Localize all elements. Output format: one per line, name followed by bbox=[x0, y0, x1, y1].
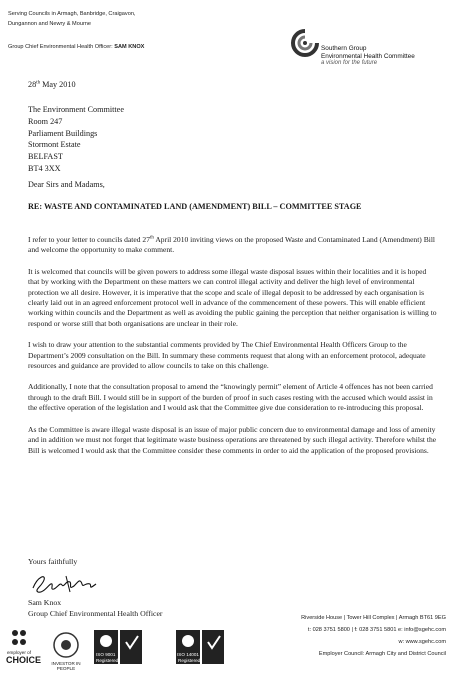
signer-name: Sam Knox bbox=[28, 598, 62, 607]
investor-in-people-badge bbox=[44, 630, 88, 671]
address-line: Stormont Estate bbox=[28, 140, 81, 150]
iso-9001-registered: Registered bbox=[96, 658, 119, 663]
footer-website: w: www.sgehc.com bbox=[398, 639, 446, 645]
signer-block bbox=[28, 597, 163, 619]
org-name-2: Environmental Health Committee bbox=[321, 52, 415, 60]
org-name-1: Southern Group bbox=[321, 45, 367, 52]
subject-line: RE: WASTE AND CONTAMINATED LAND (AMENDMENT) BILL – COMMITTEE STAGE bbox=[28, 202, 362, 211]
address-line: BT4 3XX bbox=[28, 163, 61, 173]
serving-line-2: Dungannon and Newry & Mourne bbox=[8, 20, 92, 27]
serving-line-1: Serving Councils in Armagh, Banbridge, Craigavon, bbox=[8, 11, 136, 17]
address-line: Parliament Buildings bbox=[28, 128, 98, 138]
p1-text-a: I refer to your letter to councils dated 27 bbox=[28, 235, 150, 244]
footer-employer: Employer Council: Armagh City and District Council bbox=[318, 651, 446, 657]
footer-phone-email: t: 028 3751 5800 | f: 028 3751 5801 e: info@sgehc.com bbox=[307, 627, 446, 633]
officer-prefix: Group Chief Environmental Health Officer: bbox=[8, 44, 113, 50]
date-rest: May 2010 bbox=[40, 80, 76, 89]
letterhead-left bbox=[8, 10, 144, 53]
eoc-dots-icon bbox=[9, 628, 29, 648]
paragraph-1 bbox=[28, 235, 438, 256]
address-line: The Environment Committee bbox=[28, 105, 124, 114]
paragraph-5: As the Committee is aware illegal waste disposal is an issue of major public concern due to environmental damage and loss of amenity and in addition we must not forget that legitimate waste business operations are threatened by such illegal activity. Therefore whilst the Bill is welcomed I would ask that the Committee consider these comments in order to aid the application of the proposed provisions. bbox=[28, 424, 437, 455]
iso-14001-badge bbox=[176, 630, 226, 666]
footer-address: Riverside House | Tower Hill Complex | Armagh BT61 9EG bbox=[301, 615, 446, 621]
employer-of-choice-badge bbox=[6, 628, 42, 665]
address-line: Room 247 bbox=[28, 116, 63, 126]
iip-text: INVESTOR IN PEOPLE bbox=[51, 661, 81, 671]
officer-name: SAM KNOX bbox=[114, 44, 145, 50]
accreditation-badges bbox=[6, 628, 286, 674]
letter-date bbox=[28, 80, 76, 89]
iso-9001-badge bbox=[94, 630, 144, 666]
iso-14001-registered: Registered bbox=[178, 658, 201, 663]
iso-9001-label: ISO 9001 bbox=[96, 652, 116, 657]
officer-line bbox=[8, 43, 144, 53]
paragraph-3: I wish to draw your attention to the substantial comments provided by The Chief Environmental Health Officers Group to the Department’s 2009 consultation on the Bill. In summary these comments request that along with an enforcement protocol, adequate resources and guidance are provided to allow councils to take on this challenge. bbox=[28, 340, 426, 371]
p1-text-b: April 2010 inviting views on the proposed Waste and Contaminated Land (Amendment) Bill and welcome the opportunity to make comment. bbox=[28, 235, 436, 255]
iso-14001-label: ISO 14001 bbox=[177, 652, 199, 657]
footer-contact bbox=[286, 612, 446, 660]
tagline: a vision for the future bbox=[321, 60, 378, 66]
paragraph-2: It is welcomed that councils will be given powers to address some illegal waste disposal issues within their localities and it is hoped that by working with the Department on these matters we can control illegal activity and deliver the high level of environmental protection we all desire. However, it is imperative that the scope and scale of illegal deposit to be addressed by each organisation is clearly laid out in an agreed enforcement protocol well in advance of the commencement of these powers. This will enable efficient working within councils and the Department as well as avoiding the public gaining the perception that neither organisation is willing to respond or worse still that both organisations are unclear in their role. bbox=[28, 266, 437, 328]
date-suffix: th bbox=[36, 80, 41, 86]
address-line: BELFAST bbox=[28, 152, 63, 162]
handwritten-signature bbox=[30, 570, 100, 596]
paragraph-4: Additionally, I note that the consultation proposal to amend the “knowingly permit” element of Article 4 offences has not been carried through to the draft Bill. I would still be in support of the burden of proof in such cases resting with the accused which would assist in the effective operation of the legislation and I would ask that the Committee give due consideration to re-introducing this proposal. bbox=[28, 382, 433, 413]
org-block bbox=[321, 45, 415, 68]
p1-sup: th bbox=[149, 235, 154, 241]
letter-body bbox=[28, 235, 438, 467]
recipient-address bbox=[28, 104, 124, 175]
closing: Yours faithfully bbox=[28, 557, 78, 566]
eoc-text-1: employer of bbox=[6, 650, 31, 655]
date-day: 28 bbox=[28, 80, 37, 89]
iip-laurel-icon bbox=[51, 630, 81, 660]
eoc-text-2: CHOICE bbox=[6, 655, 42, 665]
signer-title: Group Chief Environmental Health Officer bbox=[28, 609, 163, 618]
swirl-logo-icon bbox=[290, 28, 320, 58]
salutation: Dear Sirs and Madams, bbox=[28, 180, 105, 189]
